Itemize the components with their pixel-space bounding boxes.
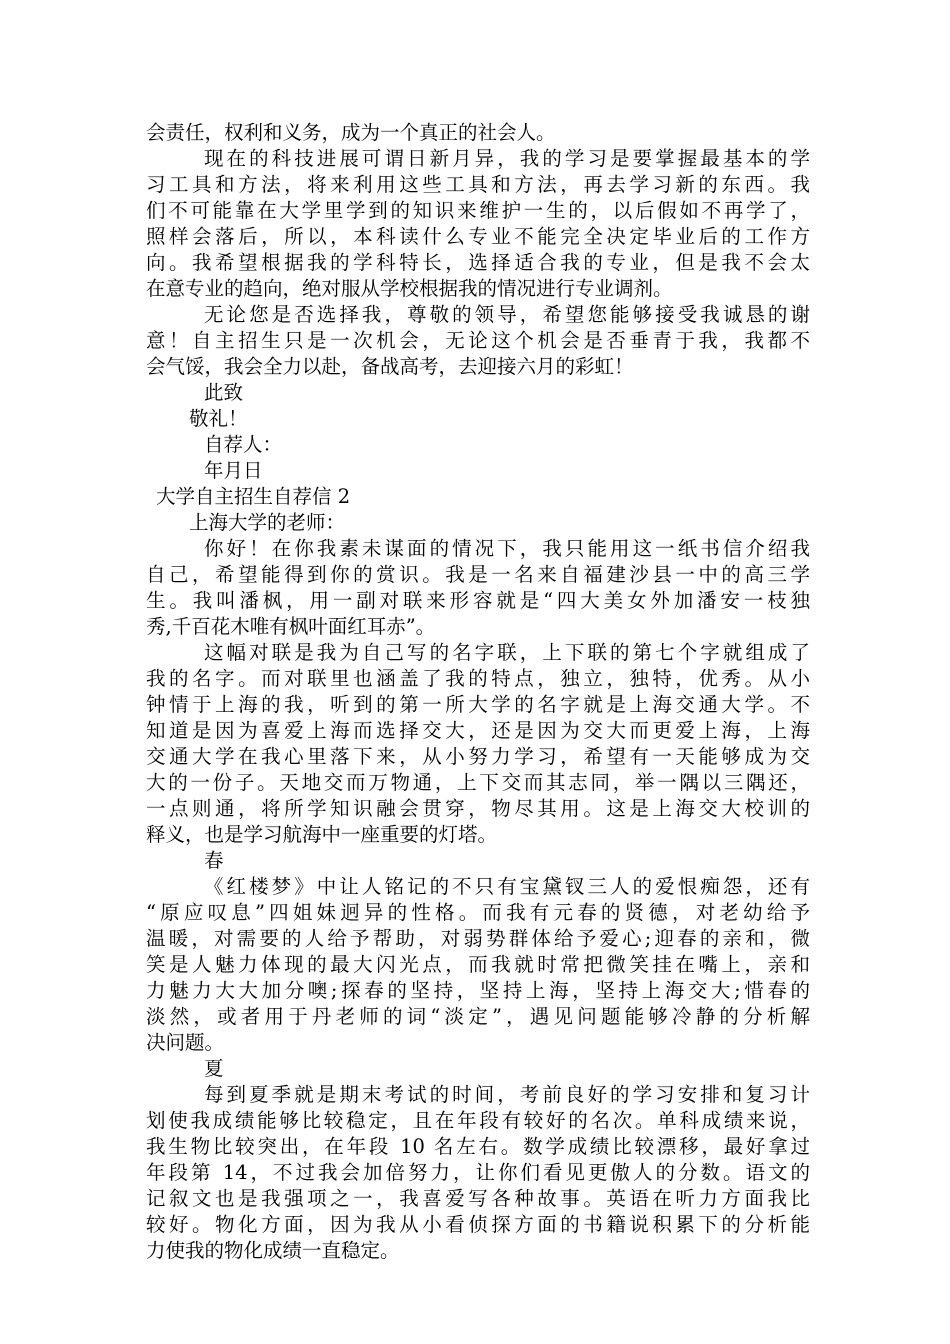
paragraph-line: 力魅力大大加分噢;探春的坚持，坚持上海，坚持上海交大;惜春的 [146, 979, 810, 1002]
paragraph-line: 温暖，对需要的人给予帮助，对弱势群体给予爱心;迎春的亲和，微 [146, 927, 810, 950]
paragraph-line: 一点则通，将所学知识融会贯穿，物尽其用。这是上海交大校训的 [146, 797, 810, 820]
subheading-spring: 春 [204, 849, 224, 872]
paragraph-line: 你好！在你我素未谋面的情况下，我只能用这一纸书信介绍我 [204, 537, 810, 560]
paragraph-line: 大的一份子。天地交而万物通，上下交而其志同，举一隅以三隅还， [146, 771, 810, 794]
signer-line: 自荐人： [204, 433, 283, 456]
document-page [146, 120, 810, 1264]
paragraph-line: 意！自主招生只是一次机会，无论这个机会是否垂青于我，我都不 [146, 329, 810, 352]
paragraph-line: 每到夏季就是期末考试的时间，考前良好的学习安排和复习计 [204, 1083, 810, 1106]
paragraph-line: 自己，希望能得到你的赏识。我是一名来自福建沙县一中的高三学 [146, 563, 810, 586]
paragraph-line: 照样会落后，所以，本科读什么专业不能完全决定毕业后的工作方 [146, 225, 810, 248]
paragraph-line: 知道是因为喜爱上海而选择交大，还是因为交大而更爱上海，上海 [146, 719, 810, 742]
paragraph-line: 会气馁，我会全力以赴，备战高考，去迎接六月的彩虹！ [146, 355, 634, 378]
paragraph-line: 习工具和方法，将来利用这些工具和方法，再去学习新的东西。我 [146, 173, 810, 196]
paragraph-line: 淡然，或者用于丹老师的词“淡定”，遇见问题能够冷静的分析解 [146, 1005, 810, 1028]
paragraph-line: 交通大学在我心里落下来，从小努力学习，希望有一天能够成为交 [146, 745, 810, 768]
paragraph-line: 这幅对联是我为自己写的名字联，上下联的第七个字就组成了 [204, 641, 810, 664]
paragraph-line: 秀,千百花木唯有枫叶面红耳赤”。 [146, 615, 436, 638]
paragraph-line: 力使我的物化成绩一直稳定。 [146, 1239, 400, 1262]
section-heading: 大学自主招生自荐信 2 [156, 485, 351, 508]
salute-line: 敬礼！ [189, 407, 248, 430]
paragraph-line: 现在的科技进展可谓日新月异，我的学习是要掌握最基本的学 [204, 147, 810, 170]
paragraph-line: 年段第 14，不过我会加倍努力，让你们看见更傲人的分数。语文的 [146, 1161, 810, 1184]
paragraph-line: 向。我希望根据我的学科特长，选择适合我的专业，但是我不会太 [146, 251, 810, 274]
paragraph-line: 生。我叫潘枫，用一副对联来形容就是“四大美女外加潘安一枝独 [146, 589, 810, 612]
paragraph-line: 钟情于上海的我，听到的第一所大学的名字就是上海交通大学。不 [146, 693, 810, 716]
subheading-summer: 夏 [204, 1057, 224, 1080]
paragraph-line: 们不可能靠在大学里学到的知识来维护一生的，以后假如不再学了， [146, 199, 810, 222]
closing-line: 此致 [204, 381, 244, 404]
paragraph-line: 释义，也是学习航海中一座重要的灯塔。 [146, 823, 498, 846]
paragraph-line: 决问题。 [146, 1031, 225, 1054]
paragraph-line: 《红楼梦》中让人铭记的不只有宝黛钗三人的爱恨痴怨，还有 [204, 875, 810, 898]
greeting-line: 上海大学的老师： [189, 511, 346, 534]
paragraph-line: 我生物比较突出，在年段 10 名左右。数学成绩比较漂移，最好拿过 [146, 1135, 810, 1158]
paragraph-line: “原应叹息”四姐妹迥异的性格。而我有元春的贤德，对老幼给予 [146, 901, 810, 924]
date-line: 年月日 [204, 459, 263, 482]
paragraph-line: 较好。物化方面，因为我从小看侦探方面的书籍说积累下的分析能 [146, 1213, 810, 1236]
paragraph-line: 在意专业的趋向，绝对服从学校根据我的情况进行专业调剂。 [146, 277, 673, 300]
paragraph-line: 记叙文也是我强项之一，我喜爱写各种故事。英语在听力方面我比 [146, 1187, 810, 1210]
paragraph-line: 划使我成绩能够比较稳定，且在年段有较好的名次。单科成绩来说， [146, 1109, 810, 1132]
paragraph-line: 我的名字。而对联里也涵盖了我的特点，独立，独特，优秀。从小 [146, 667, 810, 690]
paragraph-line: 会责任，权利和义务，成为一个真正的社会人。 [146, 121, 556, 144]
paragraph-line: 无论您是否选择我，尊敬的领导，希望您能够接受我诚恳的谢 [204, 303, 810, 326]
paragraph-line: 笑是人魅力体现的最大闪光点，而我就时常把微笑挂在嘴上，亲和 [146, 953, 810, 976]
